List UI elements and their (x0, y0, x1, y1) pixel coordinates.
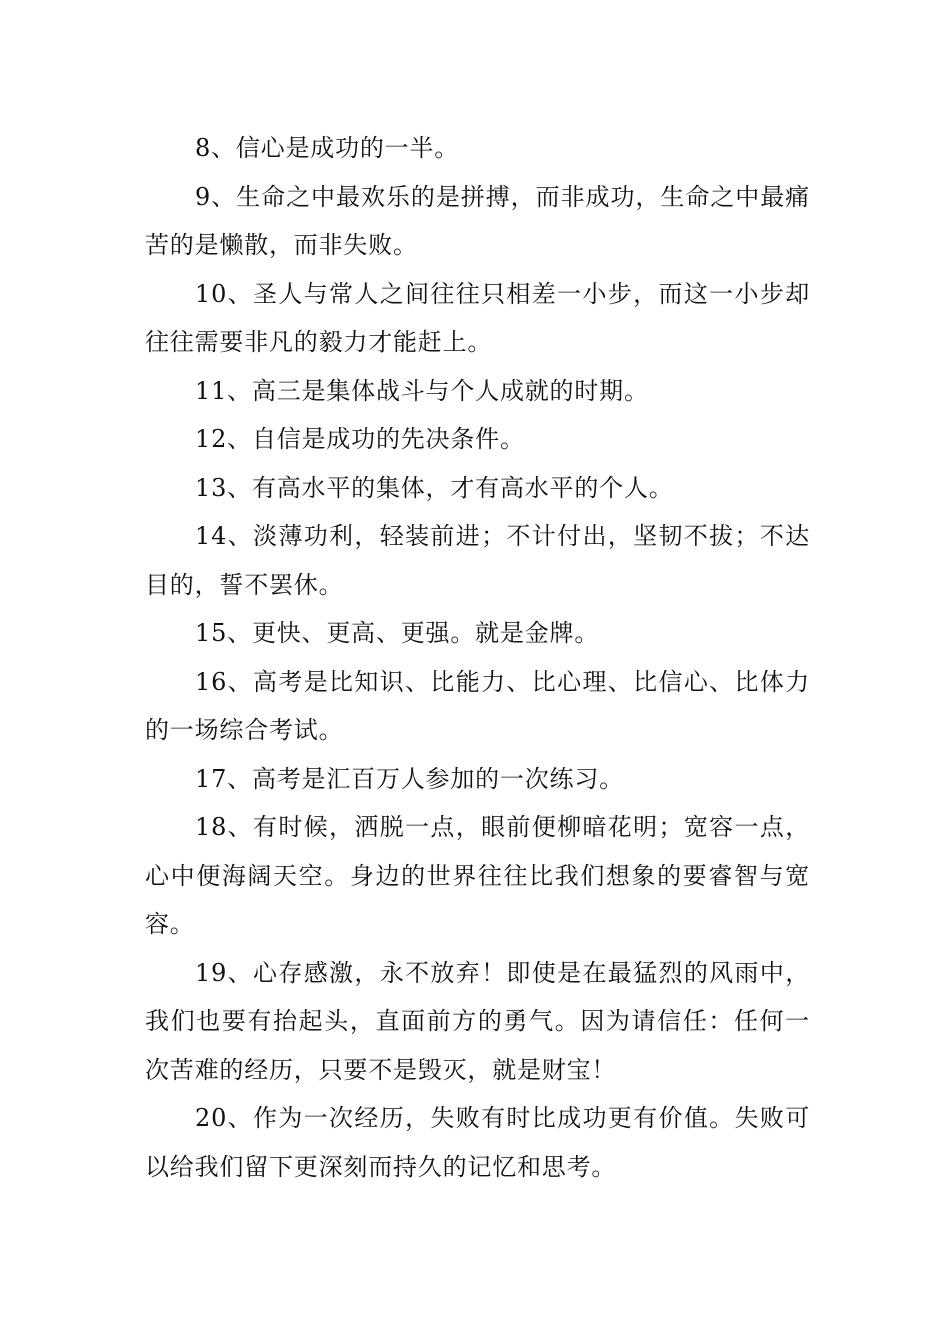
paragraph-14: 14、淡薄功利，轻装前进；不计付出，坚韧不拔；不达目的，誓不罢休。 (145, 522, 810, 599)
paragraph-17: 17、高考是汇百万人参加的一次练习。 (195, 764, 624, 793)
paragraph-8: 8、信心是成功的一半。 (195, 134, 460, 162)
paragraph-11: 11、高三是集体战斗与个人成就的时期。 (195, 376, 649, 405)
paragraph-20: 20、作为一次经历，失败有时比成功更有价值。失败可以给我们留下更深刻而持久的记忆和思考。 (145, 1104, 810, 1181)
paragraph-18: 18、有时候，洒脱一点，眼前便柳暗花明；宽容一点，心中便海阔天空。身边的世界往往比我们想象的要睿智与宽容。 (145, 813, 810, 938)
paragraph-13: 13、有高水平的集体，才有高水平的个人。 (195, 473, 674, 502)
paragraph-12: 12、自信是成功的先决条件。 (195, 425, 525, 453)
paragraph-15: 15、更快、更高、更强。就是金牌。 (195, 619, 600, 647)
document-body (145, 124, 810, 1191)
paragraph-19: 19、心存感激，永不放弃！即使是在最猛烈的风雨中，我们也要有抬起头，直面前方的勇气。因为请信任：任何一次苦难的经历，只要不是毁灭，就是财宝！ (145, 958, 810, 1084)
paragraph-9: 9、生命之中最欢乐的是拼搏，而非成功，生命之中最痛苦的是懒散，而非失败。 (145, 182, 810, 259)
paragraph-16: 16、高考是比知识、比能力、比心理、比信心、比体力的一场综合考试。 (145, 667, 810, 744)
paragraph-10: 10、圣人与常人之间往往只相差一小步，而这一小步却往往需要非凡的毅力才能赶上。 (145, 279, 810, 356)
